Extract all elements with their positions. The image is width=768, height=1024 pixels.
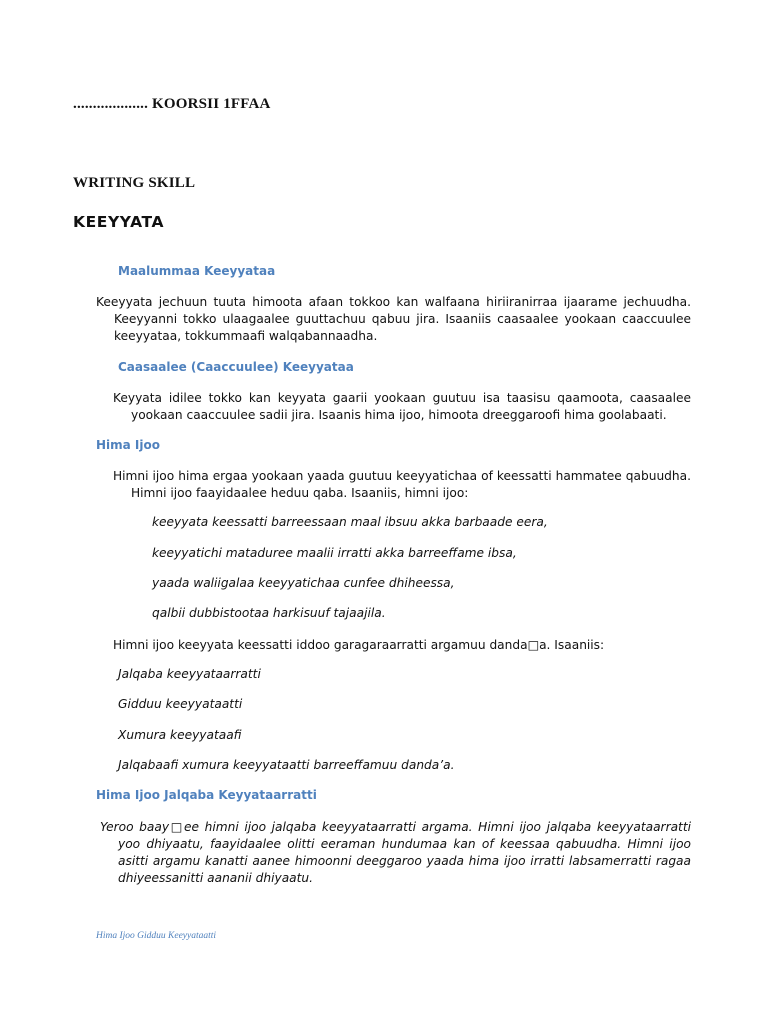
structure-paragraph: Keyyata idilee tokko kan keyyata gaarii yookaan guutuu isa taasisu qaamoota, caasaalee yookaan caaccuulee sadii jira. Isaanis hima ijoo, himoota dreeggaroofi hima goolabaati. bbox=[113, 391, 691, 422]
use-item: keeyyata keessatti barreessaan maal ibsuu akka barbaade eera, bbox=[152, 515, 548, 529]
course-title: ................... KOORSII 1FFAA bbox=[73, 96, 271, 112]
begin-paragraph: Yeroo baay□ee himni ijoo jalqaba keeyyataarratti argama. Himni ijoo jalqaba keeyyataarratti yoo dhiyaatu, faayidaalee olitti eeraman hundumaa kan of keessaa qabuudha. Himni ijoo asitti argamu kanatti aanee himoonni deeggaroo yaada hima ijoo irratti labsamerratti ragaa dhiyeessanitti aananii dhiyaatu. bbox=[100, 820, 691, 885]
use-item: yaada waliigalaa keeyyatichaa cunfee dhiheessa, bbox=[152, 576, 455, 590]
next-section-heading: Hima Ijoo Gidduu Keeyyataatti bbox=[96, 931, 217, 941]
skill-title: WRITING SKILL bbox=[73, 175, 196, 191]
topic-sentence-paragraph: Himni ijoo hima ergaa yookaan yaada guutuu keeyyatichaa of keessatti hammatee qabuudha. Himni ijoo faayidaalee heduu qaba. Isaaniis, himni ijoo: bbox=[113, 469, 691, 500]
section-heading-definition: Maalummaa Keeyyataa bbox=[118, 264, 276, 278]
position-item: Jalqabaafi xumura keeyyataatti barreeffamuu danda’a. bbox=[118, 758, 455, 772]
use-item: keeyyatichi mataduree maalii irratti akka barreeffame ibsa, bbox=[152, 546, 517, 560]
section-heading-topic-sentence: Hima Ijoo bbox=[96, 438, 161, 452]
positions-paragraph: Himni ijoo keeyyata keessatti iddoo garagaraarratti argamuu danda□a. Isaaniis: bbox=[113, 638, 605, 652]
use-item: qalbii dubbistootaa harkisuuf tajaajila. bbox=[152, 606, 386, 620]
position-item: Gidduu keeyyataatti bbox=[118, 697, 243, 711]
section-heading-structure: Caasaalee (Caaccuulee) Keeyyataa bbox=[118, 360, 354, 374]
position-item: Xumura keeyyataafi bbox=[118, 728, 242, 742]
position-item: Jalqaba keeyyataarratti bbox=[118, 667, 261, 681]
section-heading-begin: Hima Ijoo Jalqaba Keyyataarratti bbox=[96, 788, 317, 802]
definition-paragraph: Keeyyata jechuun tuuta himoota afaan tokkoo kan walfaana hiriiranirraa ijaarame jechuudha. Keeyyanni tokko ulaagaalee guuttachuu qabuu jira. Isaaniis caasaalee yookaan caaccuulee keeyyataa, tokkummaafi walqabannaadha. bbox=[96, 295, 691, 343]
main-title: KEEYYATA bbox=[73, 213, 165, 231]
